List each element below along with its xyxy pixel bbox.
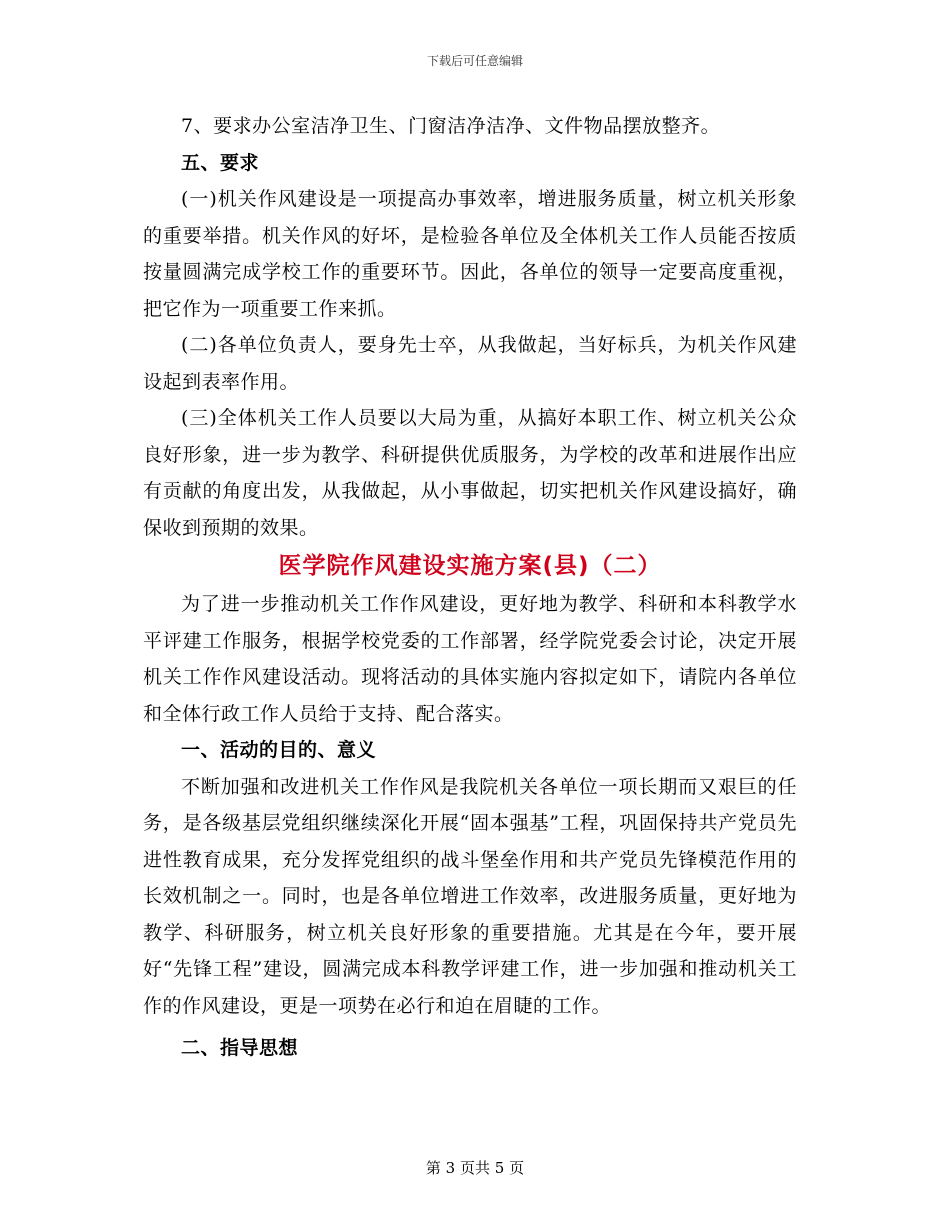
document-body <box>143 108 797 1067</box>
page-footer: 第 3 页共 5 页 <box>425 1159 525 1177</box>
heading-guiding-ideology: 二、指导思想 <box>181 1037 299 1059</box>
purpose-paragraph: 不断加强和改进机关工作作风是我院机关各单位一项长期而又艰巨的任务，是各级基层党组织继续深化开展“固本强基”工程，巩固保持共产党员先进性教育成果，充分发挥党组织的战斗堡垒作用和共产党员先锋模范作用的长效机制之一。同时，也是各单位增进工作效率，改进服务质量，更好地为教学、科研服务，树立机关良好形象的重要措施。尤其是在今年，要开展好“先锋工程”建设，圆满完成本科教学评建工作，进一步加强和推动机关工作的作风建设，更是一项势在必行和迫在眉睫的工作。 <box>143 775 797 1017</box>
requirement-3: (三)全体机关工作人员要以大局为重，从搞好本职工作、树立机关公众良好形象，进一步为教学、科研提供优质服务，为学校的改革和进展作出应有贡献的角度出发，从我做起，从小事做起，切实把机关作风建设搞好，确保收到预期的效果。 <box>143 407 797 539</box>
requirement-2: (二)各单位负责人，要身先士卒，从我做起，当好标兵，为机关作风建设起到表率作用。 <box>143 334 797 393</box>
heading-purpose: 一、活动的目的、意义 <box>181 739 377 761</box>
requirement-1: (一)机关作风建设是一项提高办事效率，增进服务质量，树立机关形象的重要举措。机关作风的好坏，是检验各单位及全体机关工作人员能否按质按量圆满完成学校工作的重要环节。因此，各单位的领导一定要高度重视，把它作为一项重要工作来抓。 <box>143 188 797 320</box>
item-7: 7、要求办公室洁净卫生、门窗洁净洁净、文件物品摆放整齐。 <box>181 115 721 137</box>
intro-paragraph: 为了进一步推动机关工作作风建设，更好地为教学、科研和本科教学水平评建工作服务，根据学校党委的工作部署，经学院党委会讨论，决定开展机关工作作风建设活动。现将活动的具体实施内容拟定如下，请院内各单位和全体行政工作人员给于支持、配合落实。 <box>143 593 797 725</box>
section-title: 医学院作风建设实施方案(县)（二） <box>278 553 662 579</box>
heading-requirements: 五、要求 <box>181 151 260 174</box>
page-header: 下载后可任意编辑 <box>426 54 523 68</box>
